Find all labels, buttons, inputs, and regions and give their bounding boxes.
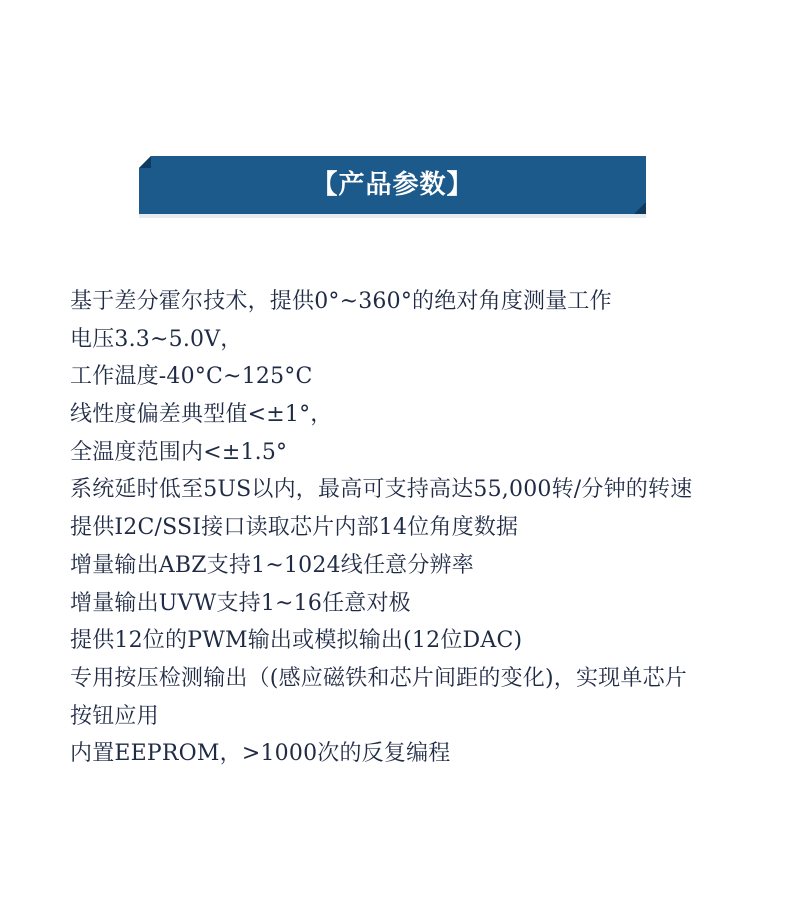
- spec-line: 增量输出ABZ支持1~1024线任意分辨率: [70, 552, 474, 578]
- spec-line: 专用按压检测输出（(感应磁铁和芯片间距的变化)，实现单芯片: [70, 665, 687, 691]
- spec-line: 系统延时低至5US以内，最高可支持高达55,000转/分钟的转速: [70, 477, 693, 503]
- spec-line: 按钮应用: [70, 703, 159, 729]
- spec-line: 提供I2C/SSI接口读取芯片内部14位角度数据: [70, 515, 519, 541]
- spec-line: 提供12位的PWM输出或模拟输出(12位DAC): [70, 628, 523, 654]
- product-spec-list: [70, 283, 780, 773]
- banner-title: 【产品参数】: [311, 170, 474, 200]
- spec-line: 工作温度-40°C~125°C: [70, 364, 313, 390]
- spec-line: 基于差分霍尔技术，提供0°~360°的绝对角度测量工作: [70, 289, 612, 314]
- spec-line: 内置EEPROM，>1000次的反复编程: [70, 741, 451, 767]
- section-banner: [139, 156, 646, 214]
- spec-line: 增量输出UVW支持1~16任意对极: [70, 590, 411, 616]
- banner-shadow: [139, 214, 646, 218]
- spec-line: 电压3.3~5.0V，: [70, 326, 243, 352]
- spec-line: 全温度范围内<±1.5°: [70, 439, 288, 465]
- spec-line: 线性度偏差典型值<±1°，: [70, 402, 333, 428]
